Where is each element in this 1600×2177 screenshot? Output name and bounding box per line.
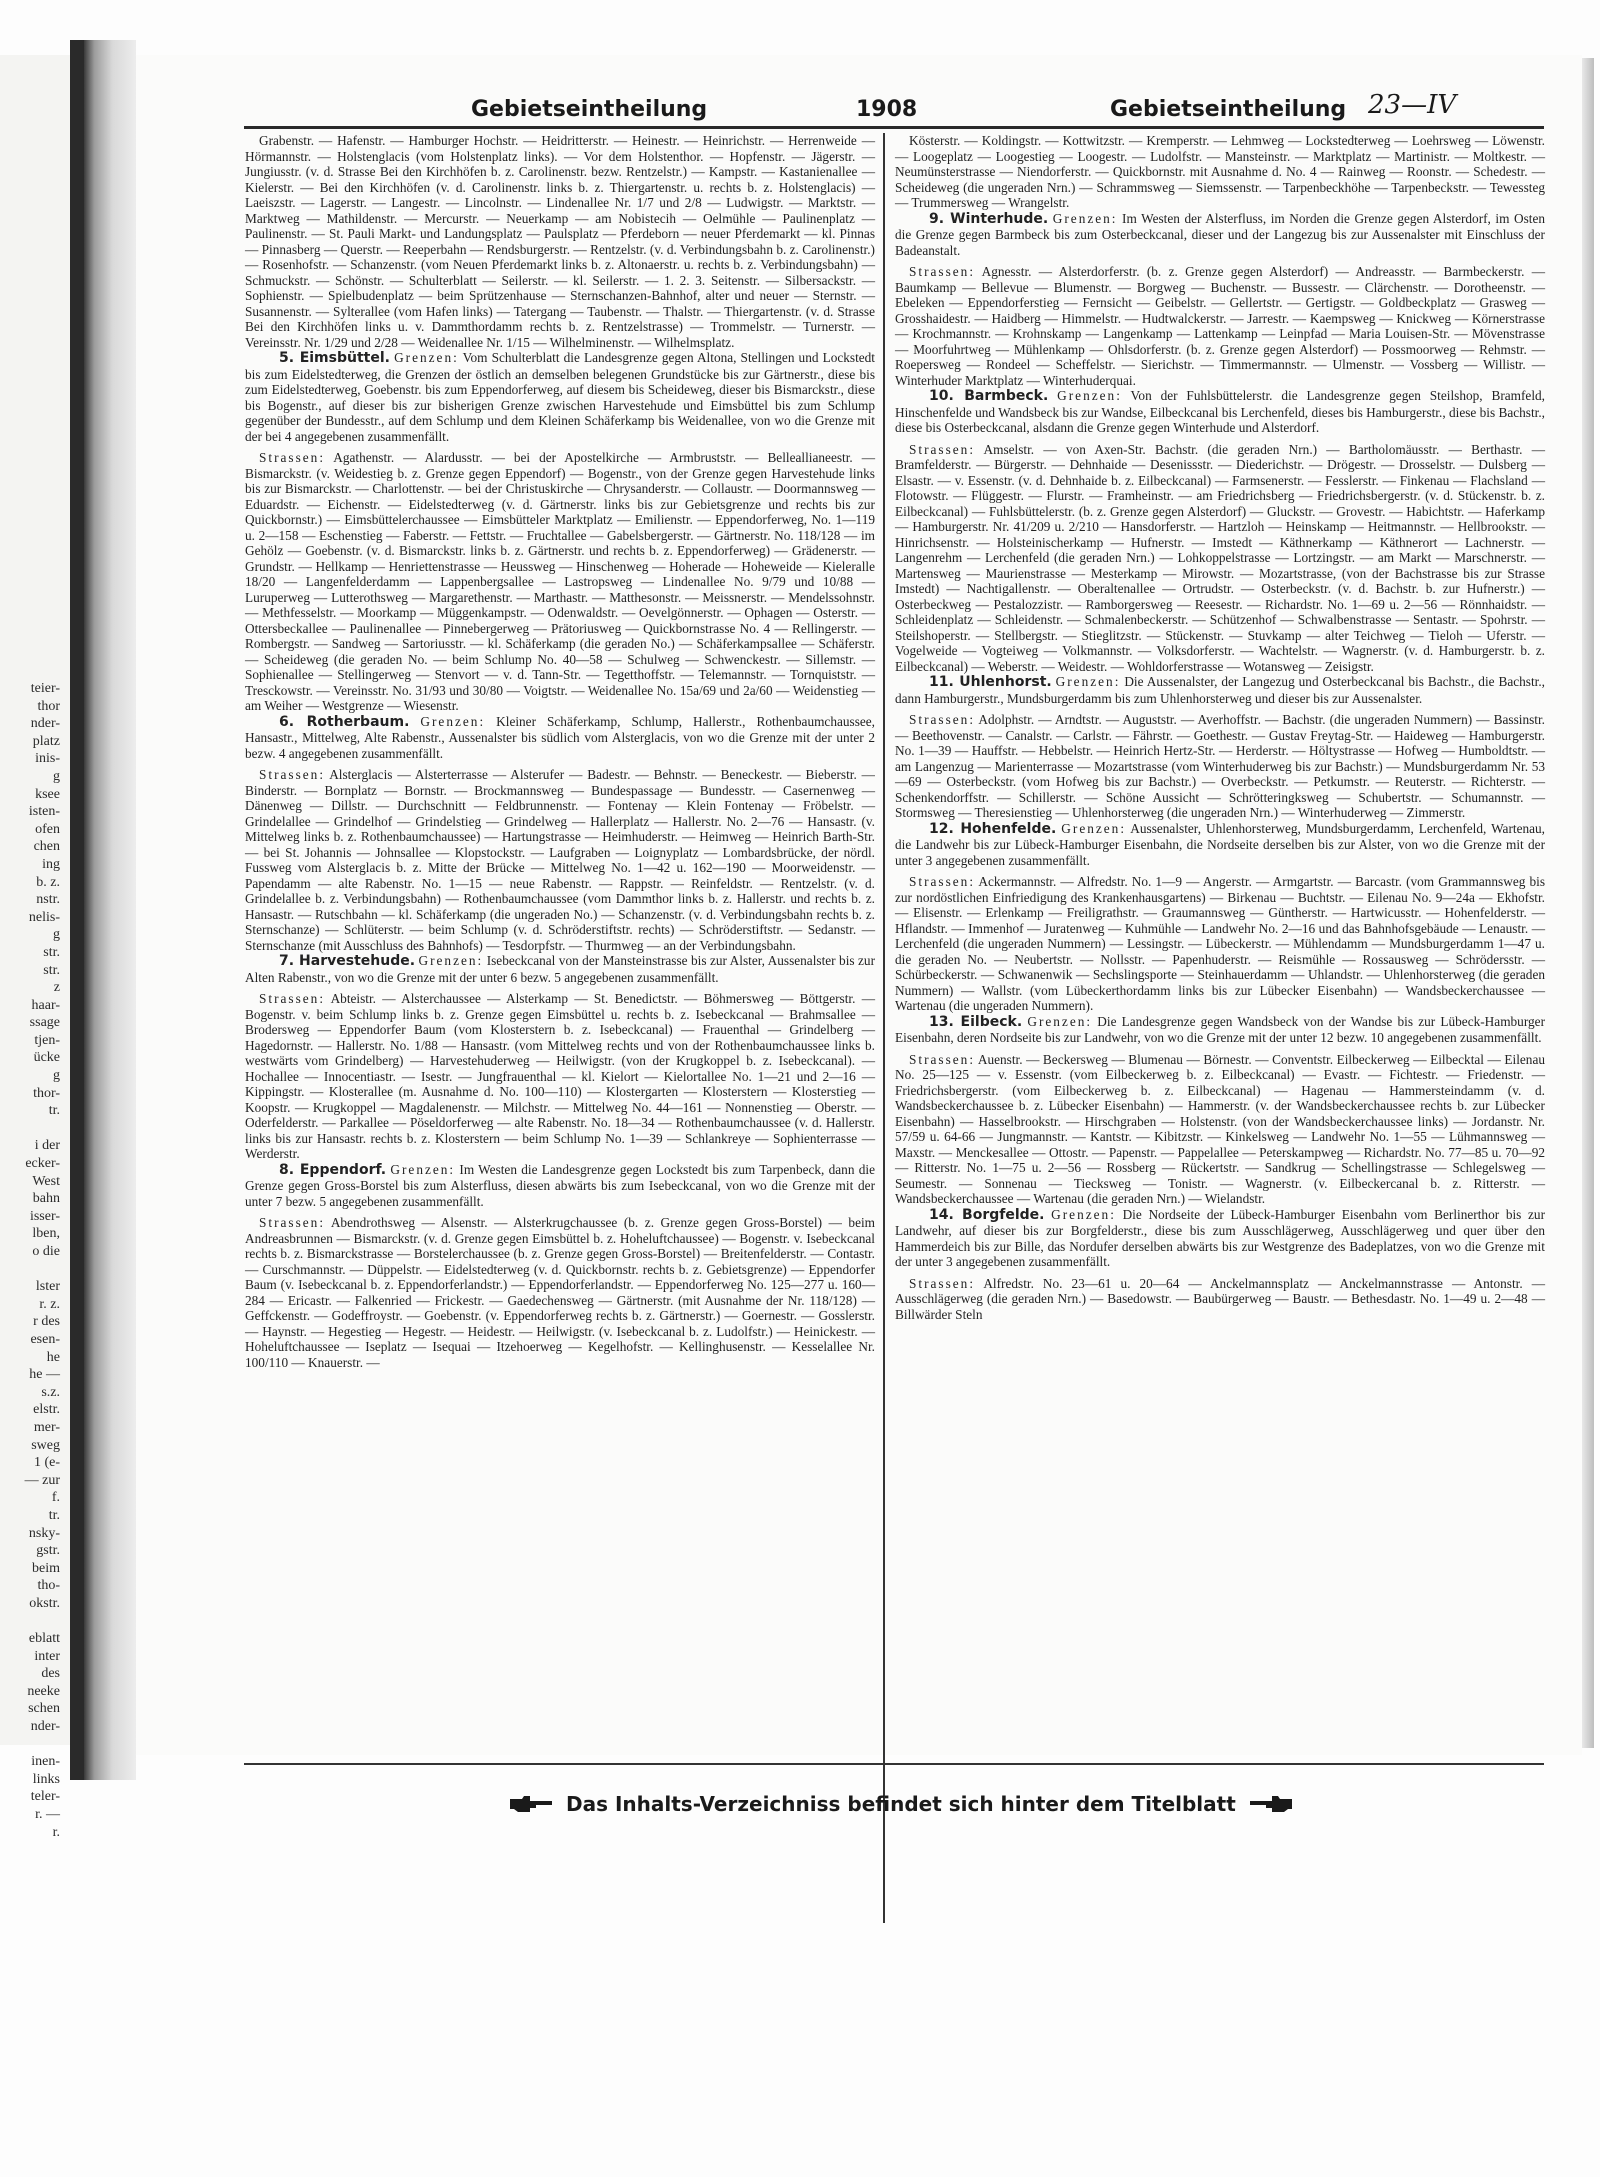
street-list (895, 874, 1545, 1014)
boundaries-label: Grenzen: (418, 953, 484, 968)
streets-label: Strassen: (909, 441, 976, 457)
street-list (895, 1052, 1545, 1207)
margin-fragment: okstr. (29, 1595, 60, 1611)
page-edge (1582, 58, 1594, 1748)
margin-fragment (0, 1120, 60, 1138)
margin-fragment: isten- (28, 804, 60, 820)
district-boundaries (895, 388, 1545, 436)
margin-fragment: platz (32, 733, 60, 749)
margin-fragment: tr. (48, 1103, 60, 1119)
margin-fragment: tjen- (34, 1032, 60, 1048)
margin-fragment: teier- (30, 681, 60, 696)
margin-fragment: nder- (30, 1719, 60, 1735)
street-list (895, 264, 1545, 388)
margin-fragment: bahn (32, 1191, 60, 1207)
margin-fragment: nder- (30, 716, 60, 732)
district-boundaries (895, 211, 1545, 259)
margin-fragment: g (53, 768, 60, 784)
right-text-column (895, 133, 1545, 1753)
boundaries-text: Im Westen der Alsterfluss, im Norden die Grenze gegen Alsterdorf, im Osten die Grenze gegen Barmbeck bis zum Osterbeckcanal, dieser und der Langezug bis zur Aussenalster mit Einschluss der Badeanstalt. (895, 210, 1546, 258)
footer-banner (508, 1791, 1328, 1817)
boundaries-text: Vom Schulterblatt die Landesgrenze gegen Altona, Stellingen und Lockstedt bis zum Eidelstedterweg, die Grenzen der östlich an demselben belegenen Grundstücke bis zur Gärtnerstr., diese bis zum Eidelstedterweg, Goebenstr. bis zum Eppendorferweg, auf diesem bis Scheideweg, dieser bis Bismarckstr., diese bis Bogenstr., auf dieser bis zur bisherigen Grenze zwischen Harvestehude und Eimsbüttel bis zum Schlump gegenüber der Bundesstr., auf dem Schlump und dem Kleinen Schäferkamp bis Weidenallee, von wo die Grenze mit der bei 4 angegebenen zusammenfällt. (245, 350, 876, 444)
streets-label: Strassen: (259, 1215, 326, 1230)
margin-fragment: West (32, 1173, 60, 1189)
margin-fragment: ücke (33, 1050, 60, 1066)
margin-fragment: haar- (31, 997, 60, 1013)
margin-fragment: he — (29, 1367, 60, 1383)
street-list (245, 767, 875, 953)
margin-fragment: lben, (32, 1226, 60, 1242)
running-head-year: 1908 (856, 97, 918, 122)
boundaries-text: Kleiner Schäferkamp, Schlump, Hallerstr., Rothenbaumchaussee, Hansastr., Mittelweg, Alte Rabenstr., Aussenalster bis südlich vom Alsterglacis, von wo die Grenze mit der unter 2 bezw. 4 angegebenen zusammenfällt. (245, 713, 876, 761)
boundaries-label: Grenzen: (394, 350, 459, 365)
margin-fragment: g (53, 927, 60, 943)
text-paragraph: Grabenstr. — Hafenstr. — Hamburger Hochstr. — Heidritterstr. — Heinestr. — Heinrichstr. — Herrenweide — Hörmannstr. — Holstenglacis (vom Holstenplatz links). — Vor dem Holstenthor. — Hopfenstr. — Jägerstr. — Jungiusstr. (v. d. Strasse Bei den Kirchhöfen b. z. Carolinenstr. bezw. Rentzelstr.) — Kampstr. — Kastanienallee — Kielerstr. — Bei den Kirchhöfen (v. d. Carolinenstr. links b. z. Thiergartenstr. u. rechts b. z. Holstenglacis) — Laeiszstr. — Lagerstr. — Langestr. — Lincolnstr. — Lindenallee Nr. 1/7 und 2/8 — Ludwigstr. — Marktstr. — Marktweg — Mathildenstr. — Mercurstr. — Neuerkamp — am Nobistecih — Oelmühle — Paulinenplatz — Paulinenstr. — St. Pauli Markt- und Landungsplatz — Paulsplatz — Pferdeborn — neuer Pferdemarkt — kl. Pinnas — Pinnasberg — Querstr. — Reeperbahn — Rendsburgerstr. — Rentzelstr. (v. d. Verbindungsbahn b. z. Carolinenstr.) — Rosenhofstr. — Schanzenstr. (vom Neuen Pferdemarkt links b. z. Altonaerstr. u. rechts b. z. Verbindungsbahn) — Schmuckstr. — Schönstr. — Schulterblatt — Seilerstr. — kl. Seilerstr. — 1. 2. 3. Seitenstr. — Silbersackstr. — Sophienstr. — Spielbudenplatz — beim Sprützenhause — Sternschanzen-Bahnhof, alter und neuer — Sternstr. — Susannenstr. — Sylterallee (vom Hafen links) — Tatergang — Taubenstr. — Thalstr. — Thiergartenstr. (v. d. Strasse Bei den Kirchhöfen links u. v. Dammthordamm rechts b. z. Rentzelstrasse) — Trommelstr. — Turnerstr. — Vereinsstr. Nr. 1/29 und 2/28 — Weidenallee Nr. 1/15 — Wilhelminenstr. — Wilhelmsplatz. (245, 133, 875, 350)
margin-fragment: ksee (35, 786, 60, 802)
streets-text: Abteistr. — Alsterchaussee — Alsterkamp — St. Benedictstr. — Böhmersweg — Böttgerstr. — Bogenstr. v. beim Schlump links b. z. Grenze gegen Eimsbüttel u. rechts b. z. Isebeckcanal — Brahmsallee — Brodersweg — Eppendorfer Baum (vom Klosterstern b. z. Isebeckcanal) — Frauenthal — Grindelberg — Hagedornstr. — Hallerstr. No. 1/88 — Hansastr. (vom Mittelweg rechts und von der Rothenbaumchaussee links b. westwärts vom Grindelberg) — Harvestehuderweg — Heilwigstr. (von der Krugkoppel b. z. Isebeckcanal). — Hochallee — Innocentiastr. — Isestr. — Jungfrauenthal — kl. Kielort — Kielortallee No. 1—21 und 2—16 — Kippingstr. — Klosterallee (m. Ausnahme d. No. 100—110) — Klostergarten — Klosterstern — Klosterstieg — Koopstr. — Krugkoppel — Magdalenenstr. — Milchstr. — Mittelweg No. 44—161 — Nonnenstieg — Oberstr. — Oderfelderstr. — Parkallee — Pöseldorferweg — alte Rabenstr. No. 18—34 — Rothenbaumchaussee (v. d. Hallerstr. links bis zur Hansastr. rechts b. z. Klosterstern — beim Schlump No. 1—39 — Schlankreye — Sophienterrasse — Werderstr. (245, 991, 876, 1161)
boundaries-text: Isebeckcanal von der Mansteinstrasse bis zur Alster, Aussenalster bis zur Alten Rabenstr., von wo die Grenze mit der unter 6 bezw. 5 angegebenen zusammenfällt. (245, 953, 875, 985)
boundaries-label: Grenzen: (420, 713, 486, 729)
streets-label: Strassen: (259, 767, 326, 782)
margin-fragment: thor- (33, 1085, 60, 1101)
margin-fragment: g (53, 1068, 60, 1084)
district-boundaries (895, 1207, 1545, 1270)
margin-fragment: str. (43, 962, 60, 978)
boundaries-text: Im Westen die Landesgrenze gegen Lockstedt bis zum Tarpenbeck, dann die Grenze gegen Gross-Borstel bis zum Alsterfluss, diesen abwärts bis zum Isebeckcanal, von wo die Grenze mit der unter 7 bezw. 5 angegebenen zusammenfällt. (245, 1161, 875, 1209)
left-margin-fragments (0, 680, 60, 1841)
running-head-left: Gebietseintheilung (471, 97, 708, 122)
left-neighbour-page (0, 55, 70, 1840)
margin-fragment (0, 1736, 60, 1754)
margin-fragment: tho- (37, 1578, 60, 1594)
margin-fragment: — zur (24, 1472, 60, 1488)
district-boundaries (245, 1162, 875, 1210)
margin-fragment: f. (51, 1490, 60, 1506)
district-title: 14. Borgfelde. (929, 1206, 1045, 1223)
margin-fragment: ofen (35, 821, 60, 837)
street-list (245, 450, 875, 714)
pointing-hand-icon (508, 1793, 556, 1815)
margin-fragment: r des (33, 1314, 60, 1330)
district-boundaries (895, 1014, 1545, 1046)
street-list (895, 712, 1545, 821)
pointing-hand-icon (1246, 1793, 1294, 1815)
margin-fragment: ecker- (25, 1156, 60, 1172)
margin-fragment: schen (28, 1701, 60, 1717)
boundaries-label: Grenzen: (1057, 388, 1122, 403)
gutter-shadow (70, 40, 84, 1780)
margin-fragment: he (46, 1349, 60, 1365)
margin-fragment: neeke (27, 1683, 60, 1699)
streets-label: Strassen: (909, 874, 976, 889)
boundaries-label: Grenzen: (1051, 1206, 1116, 1222)
street-list (895, 442, 1545, 675)
margin-fragment (0, 1612, 60, 1630)
street-list (895, 1276, 1545, 1323)
boundaries-text: Die Nordseite der Lübeck-Hamburger Eisenbahn vom Berlinerthor bis zur Landwehr, auf dieser bis zur Borgfelderstr., diese bis zum Ausschlägerweg, Ausschlägerweg und quer über den Hammerdeich bis zur Bille, das Nordufer derselben abwärts bis zur Westgrenze des Badeplatzes, von wo die Grenze mit der unter 3 angegebenen zusammenfällt. (895, 1206, 1546, 1269)
district-title: 6. Rotherbaum. (279, 713, 410, 730)
margin-fragment: teler- (30, 1789, 60, 1805)
boundaries-label: Grenzen: (1055, 674, 1121, 689)
streets-label: Strassen: (909, 1275, 976, 1291)
streets-text: Amselstr. — von Axen-Str. Bachstr. (die geraden Nrn.) — Bartholomäusstr. — Berthastr. — Bramfelderstr. — Bürgerstr. — Dehnhaide — Desenissstr. — Diederichstr. — Drögestr. — Drosselstr. — Dulsberg — Elsastr. — v. Essenstr. (v. d. Dehnhaide b. z. Eilbeckcanal) — Farmsenerstr. — Fesslerstr. — Finkenau — Flachsland — Flotowstr. — Flüggestr. — Flurstr. — Framheinstr. — am Friedrichsberg — Friedrichsbergerstr. (v. d. Stückenstr. b. z. Eilbeckcanal) — Fuhlsbüttelerstr. (b. z. Grenze gegen Alsterdorf) — Gluckstr. — Grovestr. — Habichtstr. — Haferkamp — Hamburgerstr. Nr. 41/209 u. 2/210 — Hansdorferstr. — Hartzloh — Heinskamp — Heitmannstr. — Hellbrookstr. — Hinrichsenstr. — Holsteinischerkamp — Hufnerstr. — Imstedt — Käthnerkamp — Käthnerort — Lachnerstr. — Langenrehm — Lerchenfeld (die geraden Nrn.) — Lohkoppelstrasse — Lortzingstr. — am Markt — Marschnerstr. — Martensweg — Maurienstrasse — Mesterkamp — Mirowstr. — Mozartstrasse, (von der Bachstrasse bis zur Strasse Imstedt) — Nachtigallenstr. — Oberaltenallee — Ortrudstr. — Osterbeckstr. (v. d. Bachstr. b. zur Hufnerstr.) — Osterbeckweg — Pestalozzistr. — Ramborgersweg — Reesestr. — Richardstr. No. 1—69 u. 2—56 — Rönnhaidstr. — Schleidenplatz — Schleidenstr. — Schmalenbeckerstr. — Schützenhof — Schwalbenstrasse — Sentastr. — Spohrstr. — Steilshoperstr. — Stellbergstr. — Stieglitzstr. — Stückenstr. — Stuvkamp — alter Teichweg — Tieloh — Uferstr. — Vogelweide — Vogteiweg — Volkmannstr. — Volksdorferstr. — Wachtelstr. — Wagnerstr. (v. d. Hamburgerstr. b. z. Eilbeckcanal) — Weberstr. — Weidestr. — Wohldorferstrasse — Wotansweg — Zeisigstr. (895, 441, 1545, 674)
street-list (245, 991, 875, 1162)
streets-label: Strassen: (909, 264, 976, 279)
district-title: 9. Winterhude. (929, 210, 1049, 227)
text-paragraph: Kösterstr. — Koldingstr. — Kottwitzstr. — Kremperstr. — Lehmweg — Lockstedterweg — Loehrsweg — Löwenstr. — Loogeplatz — Loogestieg — Loogestr. — Ludolfstr. — Mansteinstr. — Marktplatz — Martinistr. — Moltkestr. — Neumünsterstrasse — Niendorferstr. — Quickbornstr. mit Ausnahme d. No. 4 — Rainweg — Roonstr. — Schedestr. — Scheideweg (die ungeraden Nrn.) — Schrammsweg — Siemssenstr. — Tarpenbeckhöhe — Tarpenbeckstr. — Tewessteg — Trummersweg — Wrangelstr. (895, 133, 1545, 210)
margin-fragment: thor (37, 698, 60, 714)
streets-text: Alfredstr. No. 23—61 u. 20—64 — Anckelmannsplatz — Anckelmannstrasse — Antonstr. — Ausschlägerweg (die geraden Nrn.) — Basedowstr. — Baubürgerweg — Baustr. — Bethesdastr. No. 1—49 u. 2—48 — Billwärder Steln (895, 1275, 1545, 1322)
margin-fragment: ssage (29, 1015, 60, 1031)
margin-fragment: inis- (35, 751, 60, 767)
district-title: 11. Uhlenhorst. (929, 674, 1052, 690)
district-boundaries (245, 953, 875, 985)
district-title: 5. Eimsbüttel. (279, 350, 390, 366)
streets-text: Abendrothsweg — Alsenstr. — Alsterkrugchaussee (b. z. Grenze gegen Gross-Borstel) — beim Andreasbrunnen — Bismarckstr. (v. d. Grenze gegen Eimsbüttel b. z. Hoheluftchaussee) — Bogenstr. v. Isebeckcanal rechts b. z. Bismarckstrasse — Borstelerchaussee (b. z. Grenze gegen Gross-Borstel) — Breitenfelderstr. — Contastr. — Curschmannstr. — Düppelstr. — Eidelstedterweg (v. d. Quickbornstr. rechts b. z. Gebietsgrenze) — Eppendorfer Baum (v. Isebeckcanal b. z. Eppendorferlandstr.) — Eppendorferlandstr. — Eppendorferweg No. 125—277 u. 160—284 — Ericastr. — Falkenried — Frickestr. — Gaedechensweg — Gärtnerstr. (mit Ausnahme der Nr. 118/128) — Geffckenstr. — Godeffroystr. — Goebenstr. (v. Eppendorferweg rechts b. z. Gärtnerstr.) — Goernestr. — Gosslerstr. — Haynstr. — Hegestieg — Hegestr. — Heidestr. — Heilwigstr. (v. Isebeckcanal b. z. Ludolfstr.) — Heinickestr. — Hoheluftchaussee — Iseplatz — Isequai — Itzehoerweg — Kegelhofstr. — Kellinghusenstr. — Kesselallee Nr. 100/110 — Knauerstr. — (245, 1215, 876, 1370)
district-boundaries (245, 350, 875, 444)
boundaries-text: Die Landesgrenze gegen Wandsbeck von der Wandse bis zur Lübeck-Hamburger Eisenbahn, deren Nordseite bis zur Landwehr, von wo die Grenze mit der unter 12 bezw. 10 angegebenen zusammenfällt. (895, 1013, 1545, 1045)
margin-fragment: o die (32, 1244, 60, 1259)
margin-fragment: eblatt (28, 1631, 60, 1647)
street-list (245, 1215, 875, 1370)
streets-label: Strassen: (909, 712, 976, 727)
district-title: 10. Barmbeck. (929, 388, 1049, 404)
boundaries-text: Die Aussenalster, der Langezug und Osterbeckcanal bis Bachstr., die Bachstr., dann Hamburgerstr., Mundsburgerdamm bis zum Uhlenhorsterweg und dieser bis zur Aussenalster. (895, 674, 1546, 706)
running-head-right: Gebietseintheilung (1110, 97, 1347, 122)
district-boundaries (895, 821, 1545, 869)
district-title: 12. Hohenfelde. (929, 820, 1057, 837)
district-title: 7. Harvestehude. (279, 953, 416, 969)
margin-fragment: lster (35, 1279, 60, 1295)
header-rule (244, 126, 1544, 129)
streets-label: Strassen: (259, 450, 326, 465)
margin-fragment: tr. (48, 1507, 60, 1523)
margin-fragment (0, 1261, 60, 1279)
streets-text: Alsterglacis — Alsterterrasse — Alsterufer — Badestr. — Behnstr. — Beneckestr. — Bieberstr. — Binderstr. — Bornplatz — Bornstr. — Brockmannsweg — Bundespassage — Bundesstr. — Casernenweg — Dänenweg — Dillstr. — Durchschnitt — Feldbrunnenstr. — Fontenay — Klein Fontenay — Fröbelstr. — Grindelallee — Grindelhof — Grindelstieg — Grindelweg — Hallerplatz — Hallerstr. No. 2—76 — Hansastr. (v. Mittelweg links b. z. Rothenbaumchaussee) — Hartungstrasse — Heimhuderstr. — Heimweg — Heinrich Barth-Str. — bei St. Johannis — Johnsallee — Klopstockstr. — Laufgraben — Loignyplatz — Lombardsbrücke, der nördl. Fussweg vom Alsterglacis b. z. Mitte der Brücke — Mittelweg No. 1—42 u. 162—190 — Moorweidenstr. — Papendamm — alte Rabenstr. No. 1—15 — neue Rabenstr. — Rappstr. — Reinfeldstr. — Rentzelstr. (v. d. Grindelallee b. z. Verbindungsbahn) — Rothenbaumchaussee (vom Dammthor links b. z. Hallerstr. und rechts b. z. Hansastr. — Rutschbahn — kl. Schäferkamp (die ungeraden No.) — Schanzenstr. (v. d. Verbindungsbahn rechts b. z. Sternschanze) — Schlüterstr. — beim Schlump (v. d. Schröderstiftstr. rechts) — Schröderstiftstr. — Sedanstr. — Sternschanze (mit Ausschluss des Bahnhofs) — Tesdorpfstr. — Thurmweg — an der Verbindungsbahn. (245, 767, 875, 953)
margin-fragment: 1 (e- (33, 1455, 60, 1471)
margin-fragment: elstr. (33, 1402, 60, 1418)
bottom-rule (244, 1763, 1544, 1765)
boundaries-label: Grenzen: (1027, 1013, 1093, 1029)
margin-fragment: isser- (29, 1208, 60, 1224)
margin-fragment: b. z. (36, 874, 60, 890)
margin-fragment: str. (43, 944, 60, 960)
boundaries-label: Grenzen: (390, 1161, 456, 1177)
streets-text: Agnesstr. — Alsterdorferstr. (b. z. Grenze gegen Alsterdorf) — Andreasstr. — Barmbeckerstr. — Baumkamp — Bellevue — Blumenstr. — Borgweg — Buchenstr. — Bussestr. — Clärchenstr. — Dorotheenstr. — Ebeleken — Eppendorferstieg — Fernsicht — Geibelstr. — Gellertstr. — Gertigstr. — Goldbeckplatz — Grasweg — Grosshaidestr. — Haidberg — Himmelstr. — Hudtwalckerstr. — Jarrestr. — Kaempsweg — Knickweg — Körnerstrasse — Krochmannstr. — Krohnskamp — Langenkamp — Lattenkamp — Leinpfad — Maria Louisen-Str. — Mövenstrasse — Moorfuhrtweg — Mühlenkamp — Ohlsdorferstr. (b. z. Grenze gegen Alsterdorf) — Possmoorweg — Rehmstr. — Roepersweg — Rondeel — Scheffelstr. — Sierichstr. — Timmermannstr. — Ulmenstr. — Vossberg — Willistr. — Winterhuder Marktplatz — Winterhuderquai. (895, 264, 1546, 388)
margin-fragment: r. — (35, 1807, 60, 1822)
left-text-column (245, 133, 875, 1753)
streets-text: Agathenstr. — Alardusstr. — bei der Apostelkirche — Armbruststr. — Belleallianeestr. — Bismarckstr. (v. Weidestieg b. z. Grenze gegen Eppendorf) — Bogenstr., von der Grenze gegen Harvestehude links bis zur Bismarckstr. — Charlottenstr. — bei der Christuskirche — Chrysanderstr. — Collaustr. — Doormannsweg — Eduardstr. — Eichenstr. — Eidelstedterweg (v. d. Gärtnerstr. links bis zur Gebietsgrenze und rechts bis zur Quickbornstr.) — Eimsbüttelerchaussee — Eimsbütteler Marktplatz — Emilienstr. — Eppendorferweg, No. 1—119 u. 2—158 — Eschenstieg — Faberstr. — Fettstr. — Fruchtallee — Gabelsbergerstr. — Gärtnerstr. No. 118/128 — im Gehölz — Goebenstr. (v. d. Bismarckstr. links b. z. Gärtnerstr. und rechts b. z. Eppendorferweg) — Grädenerstr. — Grundstr. — Hellkamp — Henriettenstrasse — Heussweg — Hinschenweg — Hoherade — Hoheweide — Kieleralle 18/20 — Langenfelderdamm — Lappenbergsallee — Lastropsweg — Lindenallee No. 9/79 und 10/88 — Luruperweg — Lutterothsweg — Margarethenstr. — Marthastr. — Matthesonstr. — Meissnerstr. — Mendelssohnstr. — Methfesselstr. — Moorkamp — Müggenkampstr. — Odenwaldstr. — Oevelgönnerstr. — Ophagen — Osterstr. — Ottersbeckallee — Paulinenallee — Pinnebergerweg — Prätoriusweg — Quickbornstrasse No. 4 — Rellingerstr. — Rombergstr. — Sandweg — Sartoriusstr. — kl. Schäferkamp (die geraden No.) — Schäferkampsallee — Schäferstr. — Scheideweg (die geraden No. — beim Schlump No. 40—58 — Schulweg — Schwenckestr. — Sillemstr. — Sophienallee — Stellingerweg — Stenvort — v. d. Tann-Str. — Tegetthoffstr. — Telemannstr. — Tornquiststr. — Tresckowstr. — Vereinsstr. No. 31/93 und 30/80 — Voigtstr. — Weidenallee No. 15a/69 und 2a/60 — Weidenstieg — am Weiher — Westgrenze — Wiesenstr. (245, 450, 875, 713)
streets-label: Strassen: (909, 1051, 976, 1067)
district-title: 13. Eilbeck. (929, 1013, 1023, 1030)
margin-fragment: r. z. (39, 1296, 60, 1312)
streets-label: Strassen: (259, 991, 326, 1006)
book-gutter (84, 40, 136, 1780)
streets-text: Auenstr. — Beckersweg — Blumenau — Börnestr. — Conventstr. Eilbeckerweg — Eilbecktal — Eilenau No. 25—125 — v. Essenstr. (vom Eilbeckerweg b. z. Eilbeckcanal) — Evastr. — Fichtestr. — Friedenstr. — Friedrichsbergerstr. (vom Eilbeckerweg b. z. Eilbeckcanal) — Hagenau — Hammersteindamm (v. d. Wandsbeckerchaussee b. z. Lübecker Eisenbahn) — Hammerstr. (v. der Wandsbeckerchaussee rechts b. zur Lübecker Eisenbahn) — Hasselbrookstr. — Hirschgraben — Holstenstr. (von der Wandsbeckerchaussee links) — Jordanstr. Nr. 57/59 u. 64-66 — Jungmannstr. — Kantstr. — Kibitzstr. — Kinkelsweg — Landwehr No. 1—55 — Lühmannsweg — Maxstr. — Menckesallee — Ottostr. — Papenstr. — Pappelallee — Peterskampweg — Richardstr. No. 77—85 u. 70—92 — Ritterstr. No. 1—75 u. 2—56 — Rossberg — Rückertstr. — Sandkrug — Schellingstrasse — Schlegelsweg — Seumestr. — Sonnenau — Tiecksweg — Tonistr. — Wagnerstr. (v. Eilbeckercanal b. z. Ritterstr. — Wandsbeckerchaussee — Wartenau (die geraden Nrn.) — Wielandstr. (895, 1051, 1545, 1206)
district-boundaries (245, 714, 875, 762)
column-divider (883, 133, 885, 1923)
boundaries-label: Grenzen: (1061, 820, 1127, 836)
margin-fragment: s.z. (41, 1384, 60, 1400)
page-number: 23—IV (1368, 90, 1457, 120)
margin-fragment: mer- (33, 1419, 60, 1435)
district-boundaries (895, 674, 1545, 706)
boundaries-text: Aussenalster, Uhlenhorsterweg, Mundsburgerdamm, Lerchenfeld, Wartenau, die Landwehr bis zur Lübeck-Hamburger Eisenbahn, die Nordseite derselben bis zur Alster, von wo die Grenze mit der unter 3 angegebenen zusammenfällt. (895, 820, 1546, 868)
margin-fragment: gstr. (36, 1543, 60, 1559)
margin-fragment: beim (32, 1560, 60, 1576)
margin-fragment: nstr. (36, 892, 60, 908)
margin-fragment: i der (34, 1138, 60, 1154)
margin-fragment: des (41, 1666, 60, 1682)
margin-fragment: sweg (31, 1437, 60, 1453)
streets-text: Adolphstr. — Arndtstr. — Auguststr. — Averhoffstr. — Bachstr. (die ungeraden Nummern) — Bassinstr. — Beethovenstr. — Canalstr. — Carlstr. — Fährstr. — Goethestr. — Gustav Freytag-Str. — Haideweg — Hamburgerstr. No. 1—39 — Hauffstr. — Hebbelstr. — Heinrich Hertz-Str. — Herderstr. — Höltystrasse — Hofweg — Humboldtstr. — am Langenzug — Marienterrasse — Mozartstrasse (vom Winterhuderweg bis zur Bachstr.) — Mundsburgerdamm Nr. 53—69 — Osterbeckstr. (vom Hofweg bis zur Bachstr.) — Overbeckstr. — Petkumstr. — Reuterstr. — Richterstr. — Schenkendorffstr. — Schillerstr. — Schöne Aussicht — Schrötteringksweg — Schubertstr. — Schumannstr. — Stormsweg — Theresienstieg — Uhlenhorsterweg (die ungeraden Nrn.) — Winterhuderweg — Zimmerstr. (895, 712, 1545, 820)
footer-banner-text: Das Inhalts-Verzeichniss befindet sich hinter dem Titelblatt (566, 1792, 1236, 1816)
margin-fragment: nelis- (28, 909, 60, 925)
margin-fragment: z (53, 980, 60, 996)
district-title: 8. Eppendorf. (279, 1161, 387, 1178)
margin-fragment: chen (33, 839, 60, 855)
boundaries-text: Von der Fuhlsbüttelerstr. die Landesgrenze gegen Steilshop, Bramfeld, Hinschenfelde und Wandsbeck bis zur Wandse, Eilbeckcanal bis Lerchenfeld, dieses bis Hamburgerstr., diese bis Bachstr., diese bis Osterbeckcanal, alsdann die Grenze gegen Winterhude und Alsterdorf. (895, 388, 1546, 435)
margin-fragment: nsky- (28, 1525, 60, 1541)
margin-fragment: esen- (30, 1331, 60, 1347)
boundaries-label: Grenzen: (1052, 210, 1118, 226)
margin-fragment: links (32, 1771, 60, 1787)
margin-fragment: ing (42, 856, 60, 872)
margin-fragment: inen- (31, 1754, 60, 1770)
margin-fragment: r. (52, 1824, 60, 1840)
margin-fragment: inter (34, 1648, 60, 1664)
streets-text: Ackermannstr. — Alfredstr. No. 1—9 — Angerstr. — Armgartstr. — Barcastr. (vom Grammannsweg bis zur nordöstlichen Einfriedigung des Krankenhausgartens) — Birkenau — Buchtstr. — Eilenau No. 9—24a — Ekhofstr. — Elisenstr. — Erlenkamp — Freiligrathstr. — Graumannsweg — Güntherstr. — Hartwicusstr. — Hohenfelderstr. — Hflandstr. — Immenhof — Juratenweg — Kuhmühle — Landwehr No. 2—16 und das Bahnhofsgebäude — Lenaustr. — Lerchenfeld (die ungeraden Nummern) — Lessingstr. — Lübeckerstr. — Mühlendamm — Mundsburgerdamm 1—47 u. die geraden No. — Neubertstr. — Nollsstr. — Papenhuderstr. — Reismühle — Rossausweg — Schrödersstr. — Schürbeckerstr. — Schwanenwik — Sechslingsporte — Steinhauerdamm — Uhlandstr. — Uhlenhorsterweg (die geraden Nummern) — Wallstr. (vom Lübeckerthordamm links bis zur Lübecker Eisenbahn) — Wandsbeckerchaussee — Wartenau (die ungeraden Nummern). (895, 874, 1545, 1013)
